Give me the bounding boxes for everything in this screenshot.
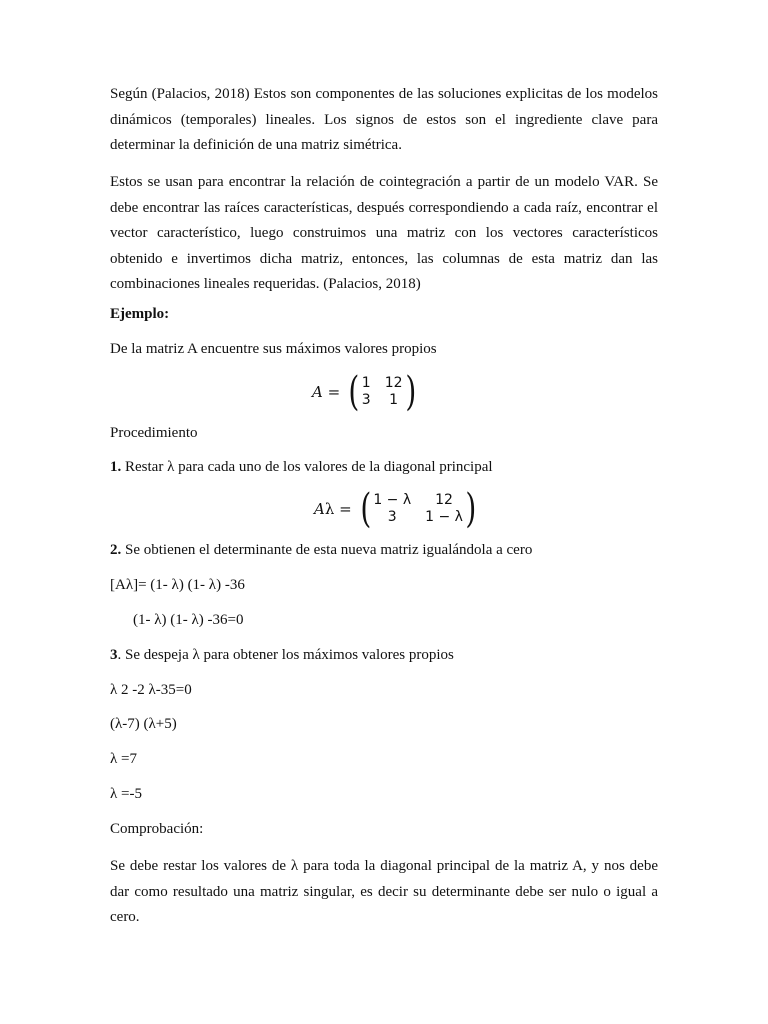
example-heading: Ejemplo:: [110, 306, 170, 322]
matrix-a-cell: 1: [361, 375, 371, 391]
step-1-text: Restar λ para cada uno de los valores de la diagonal principal: [121, 459, 493, 475]
matrix-al-lhs: [314, 500, 352, 518]
matrix-al-equals: =: [334, 500, 352, 518]
paragraph-check: Se debe restar los valores de λ para toda la diagonal principal de la matriz A, y nos debe dar como resultado una matriz singular, es decir su determinante debe ser nulo o igual a cero.: [110, 858, 658, 925]
step-1-number: 1.: [110, 459, 122, 475]
left-paren: (: [360, 486, 371, 532]
paragraph-intro: Según (Palacios, 2018) Estos son componentes de las soluciones explicitas de los modelos dinámicos (temporales) lineales. Los signos de estos son el ingrediente clave para determinar la definición de una matriz simétrica.: [110, 86, 658, 153]
step-3-text: . Se despeja λ para obtener los máximos valores propios: [117, 647, 454, 663]
matrix-a-equals: =: [322, 383, 341, 401]
step-3-number: 3: [110, 647, 118, 663]
matrix-al-symbol: A: [314, 500, 325, 518]
procedure-label: Procedimiento: [110, 425, 198, 441]
matrix-a-cell: 12: [384, 375, 403, 391]
equation-quadratic: λ 2 -2 λ-35=0: [110, 682, 192, 698]
matrix-al-cell: 12: [435, 492, 453, 508]
equation-determinant-zero: (1- λ) (1- λ) -36=0: [133, 612, 244, 628]
left-paren: (: [348, 369, 360, 415]
matrix-al-cell: 3: [387, 509, 397, 525]
step-2-text: Se obtienen el determinante de esta nueva matriz igualándola a cero: [121, 542, 533, 558]
step-2: [110, 542, 532, 559]
matrix-al-cells: [373, 489, 463, 529]
right-paren: ): [404, 369, 416, 415]
equation-root-2: λ =-5: [110, 786, 142, 802]
matrix-a-symbol: A: [312, 383, 323, 401]
step-1: [110, 459, 493, 476]
matrix-a: [346, 369, 418, 415]
equation-root-1: λ =7: [110, 751, 137, 767]
matrix-a-lambda-equation: [314, 486, 479, 532]
matrix-a-equation: [312, 369, 418, 415]
equation-determinant: [Aλ]= (1- λ) (1- λ) -36: [110, 577, 245, 593]
matrix-al-lambda: λ: [324, 500, 335, 518]
matrix-al-cell: 1 − λ: [425, 509, 463, 525]
matrix-al-cell: 1 − λ: [373, 492, 412, 508]
check-label: Comprobación:: [110, 821, 204, 837]
matrix-a-cells: [362, 372, 403, 412]
matrix-a-cell: 3: [361, 392, 371, 408]
example-prompt: De la matriz A encuentre sus máximos valores propios: [110, 341, 437, 357]
step-3: [110, 647, 454, 664]
matrix-a-lhs: [312, 383, 340, 401]
right-paren: ): [465, 486, 477, 532]
equation-factored: (λ-7) (λ+5): [110, 716, 177, 732]
step-2-number: 2.: [110, 542, 122, 558]
matrix-a-lambda: [358, 486, 479, 532]
paragraph-cointegration: Estos se usan para encontrar la relación de cointegración a partir de un modelo VAR. Se debe encontrar las raíces características, después correspondiendo a cada raíz, encontrar el vector característico, luego construimos una matriz con los vectores característicos obtenido e invertimos dicha matriz, entonces, las columnas de esta matriz dan las combinaciones lineales requeridas. (Palacios, 2018): [110, 174, 658, 292]
matrix-a-cell: 1: [389, 392, 399, 408]
